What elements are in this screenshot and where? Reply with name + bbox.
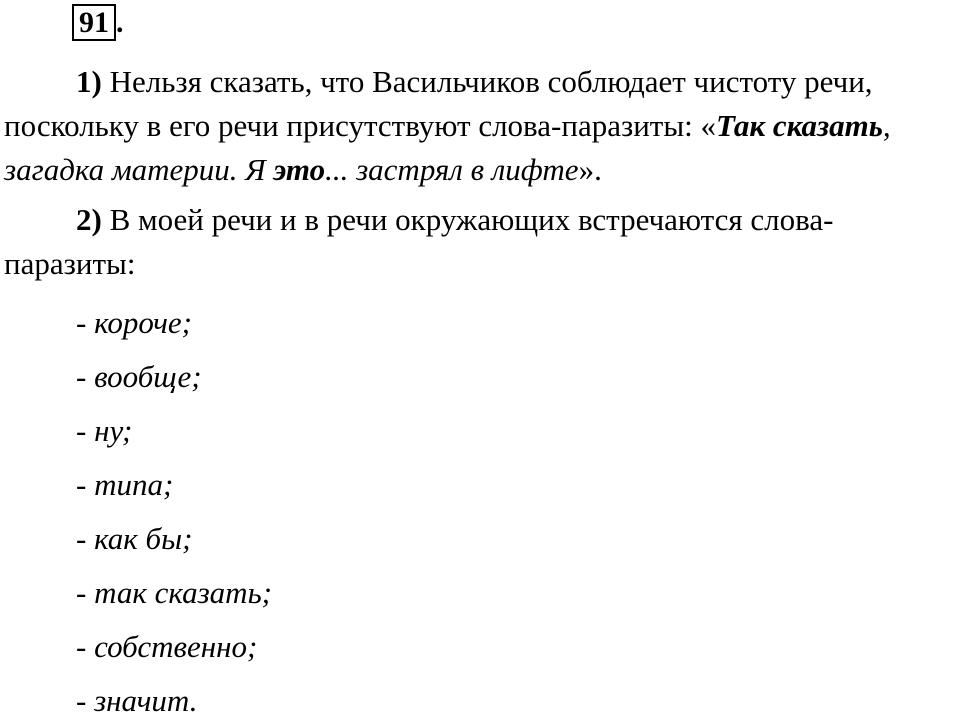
list-dash: - — [76, 575, 95, 610]
list-item — [76, 350, 272, 404]
list-item-text: ну; — [94, 413, 133, 448]
task-number-value: 91 — [79, 6, 109, 39]
list-dash: - — [76, 467, 95, 502]
quote-bold-2: это — [273, 152, 326, 187]
paragraph-2 — [4, 198, 954, 286]
list-dash: - — [76, 629, 95, 664]
list-item-text: вообще; — [94, 359, 202, 394]
list-item — [76, 458, 272, 512]
list-item — [76, 296, 272, 350]
task-number-box — [72, 4, 116, 41]
list-dash: - — [76, 305, 95, 340]
paragraph-1-ending: ». — [578, 152, 602, 187]
list-dash: - — [76, 521, 95, 556]
list-item — [76, 512, 272, 566]
list-item — [76, 674, 272, 728]
quote-bold-1: Так сказать — [716, 108, 883, 143]
quote-italic-1: , загадка материи. Я — [4, 108, 891, 187]
paragraph-1-marker: 1) — [76, 64, 102, 99]
paragraph-1-text: Нельзя сказать, что Васильчиков соблюдает чистоту речи, поскольку в его речи присутствуют слова-паразиты: « — [4, 64, 873, 143]
list-dash: - — [76, 683, 95, 718]
list-item-text: типа; — [94, 467, 174, 502]
filler-words-list — [76, 296, 272, 728]
list-item-text: как бы; — [94, 521, 193, 556]
list-item — [76, 404, 272, 458]
paragraph-2-text: В моей речи и в речи окружающих встречаются слова-паразиты: — [4, 202, 834, 281]
list-item-text: собственно; — [94, 629, 258, 664]
paragraph-1 — [4, 60, 954, 192]
list-dash: - — [76, 359, 95, 394]
task-number — [72, 4, 124, 41]
list-item-text: значит. — [94, 683, 198, 718]
paragraph-2-marker: 2) — [76, 202, 102, 237]
list-dash: - — [76, 413, 95, 448]
quote-italic-2: ... застрял в лифте — [325, 152, 579, 187]
task-number-period: . — [116, 6, 124, 39]
list-item — [76, 566, 272, 620]
list-item-text: так сказать; — [94, 575, 272, 610]
list-item — [76, 620, 272, 674]
list-item-text: короче; — [94, 305, 192, 340]
